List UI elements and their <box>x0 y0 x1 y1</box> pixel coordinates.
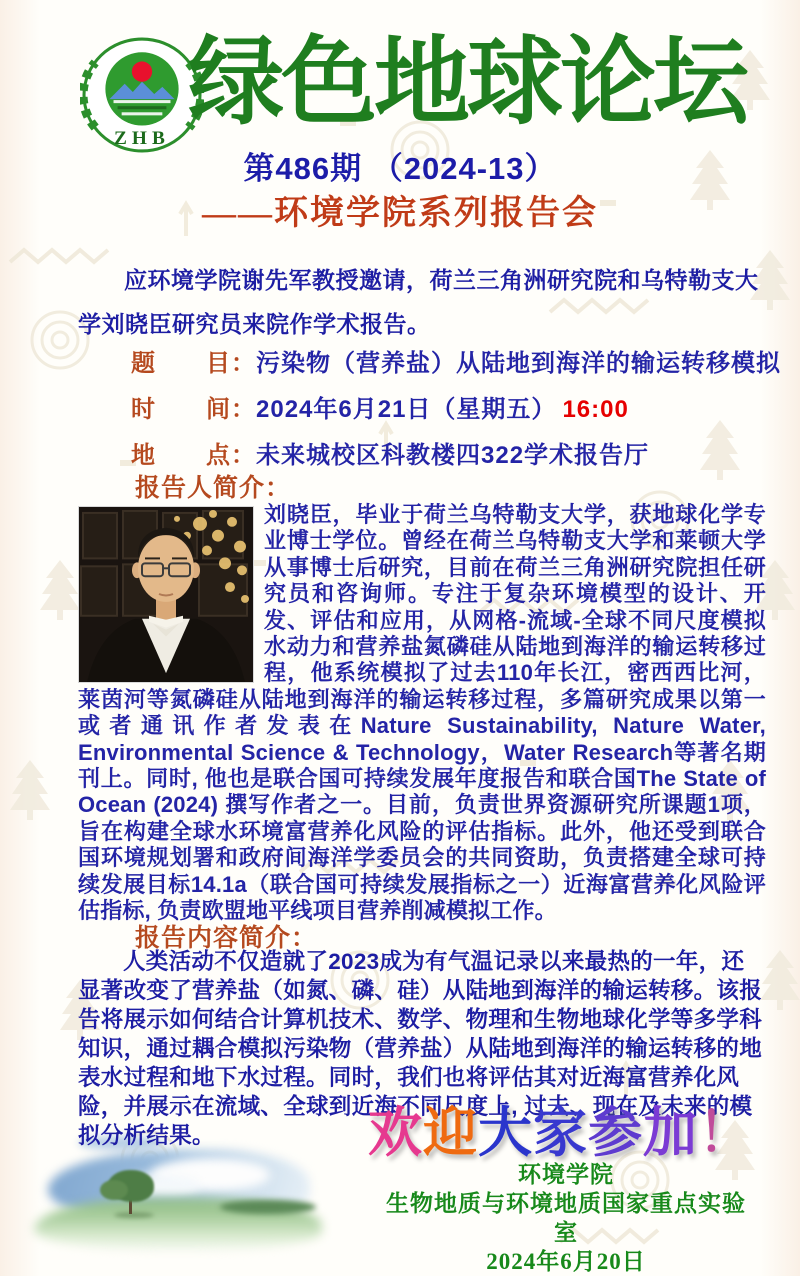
footer-date: 2024年6月20日 <box>486 1249 646 1274</box>
tree-canopy <box>100 1180 128 1200</box>
footer-school: 环境学院 <box>518 1162 614 1187</box>
welcome-char: ！ <box>698 1103 753 1163</box>
page-title: 绿色地球论坛 <box>188 29 746 136</box>
issue-number: 第486期 （2024-13） <box>243 151 557 186</box>
time-label: 时 间： <box>131 396 256 423</box>
zhb-environment-logo <box>80 36 204 154</box>
time-row <box>131 395 791 425</box>
abstract-heading: 报告内容简介： <box>135 924 318 952</box>
hedge-blob <box>220 1200 316 1214</box>
speaker-bio-heading: 报告人简介： <box>135 474 292 502</box>
time-value: 2024年6月21日（星期五） <box>256 396 557 423</box>
time-highlight: 16:00 <box>562 396 629 423</box>
topic-value: 污染物（营养盐）从陆地到海洋的输运转移模拟 <box>256 350 781 377</box>
welcome-char: 家 <box>533 1103 588 1163</box>
welcome-text <box>368 1090 753 1167</box>
speaker-photo <box>78 506 254 683</box>
location-label: 地 点： <box>131 442 256 469</box>
welcome-char: 参 <box>588 1103 643 1163</box>
footer <box>382 1160 750 1276</box>
landscape-image <box>30 1136 330 1258</box>
topic-row <box>131 349 791 379</box>
footer-lab: 生物地质与环境地质国家重点实验室 <box>386 1191 746 1245</box>
invitation-paragraph: 应环境学院谢先军教授邀请，荷兰三角洲研究院和乌特勒支大学刘晓臣研究员来院作学术报告。 <box>78 267 759 337</box>
abstract-paragraph: 人类活动不仅造就了2023成为有气温记录以来最热的一年，还显著改变了营养盐（如氮、磷、硅）从陆地到海洋的输运转移。该报告将展示如何结合计算机技术、数学、物理和生物地球化学等多学科知识，通过耦合模拟污染物（营养盐）从陆地到海洋的输运转移的地表水过程和地下水过程。同时，我们也将评估其对近海富营养化风险，并展示在流域、全球到近海不同尺度上, 过去、现在及未来的模拟分析结果。 <box>78 949 763 1148</box>
speaker-bio-block <box>78 502 766 925</box>
welcome-char: 欢 <box>368 1103 423 1163</box>
location-row <box>131 441 791 471</box>
welcome-char: 迎 <box>423 1103 478 1163</box>
welcome-char: 加 <box>643 1103 698 1163</box>
topic-label: 题 目： <box>131 350 256 377</box>
welcome-char: 大 <box>478 1103 533 1163</box>
series-subtitle: ——环境学院系列报告会 <box>202 195 598 232</box>
logo-text: ZHB <box>113 127 171 149</box>
tree-shadow <box>114 1212 154 1218</box>
speaker-bio-text: 刘晓臣，毕业于荷兰乌特勒支大学，获地球化学专业博士学位。曾经在荷兰乌特勒支大学和莱顿大学从事博士后研究，目前在荷兰三角洲研究院担任研究员和咨询师。专注于复杂环境模型的设计、开发、评估和应用，从网格-流域-全球不同尺度模拟水动力和营养盐氮磷硅从陆地到海洋的输运转移过程，他系统模拟了过去110年长江，密西西比河，莱茵河等氮磷硅从陆地到海洋的输运转移过程，多篇研究成果以第一或者通讯作者发表在Nature Sustainability, Nature Water, Environmental Science & Technology，Water Research等著名期刊上。同时, 他也是联合国可持续发展年度报告和联合国The State of Ocean (2024) 撰写作者之一。目前，负责世界资源研究所课题1项，旨在构建全球水环境富营养化风险的评估指标。此外，他还受到联合国环境规划署和政府间海洋学委员会的共同资助，负责搭建全球可持续发展目标14.1a（联合国可持续发展指标之一）近海富营养化风险评估指标, 负责欧盟地平线项目营养削减模拟工作。 <box>78 502 766 924</box>
seminar-meta <box>131 349 791 487</box>
location-value: 未来城校区科教楼四322学术报告厅 <box>256 442 650 469</box>
